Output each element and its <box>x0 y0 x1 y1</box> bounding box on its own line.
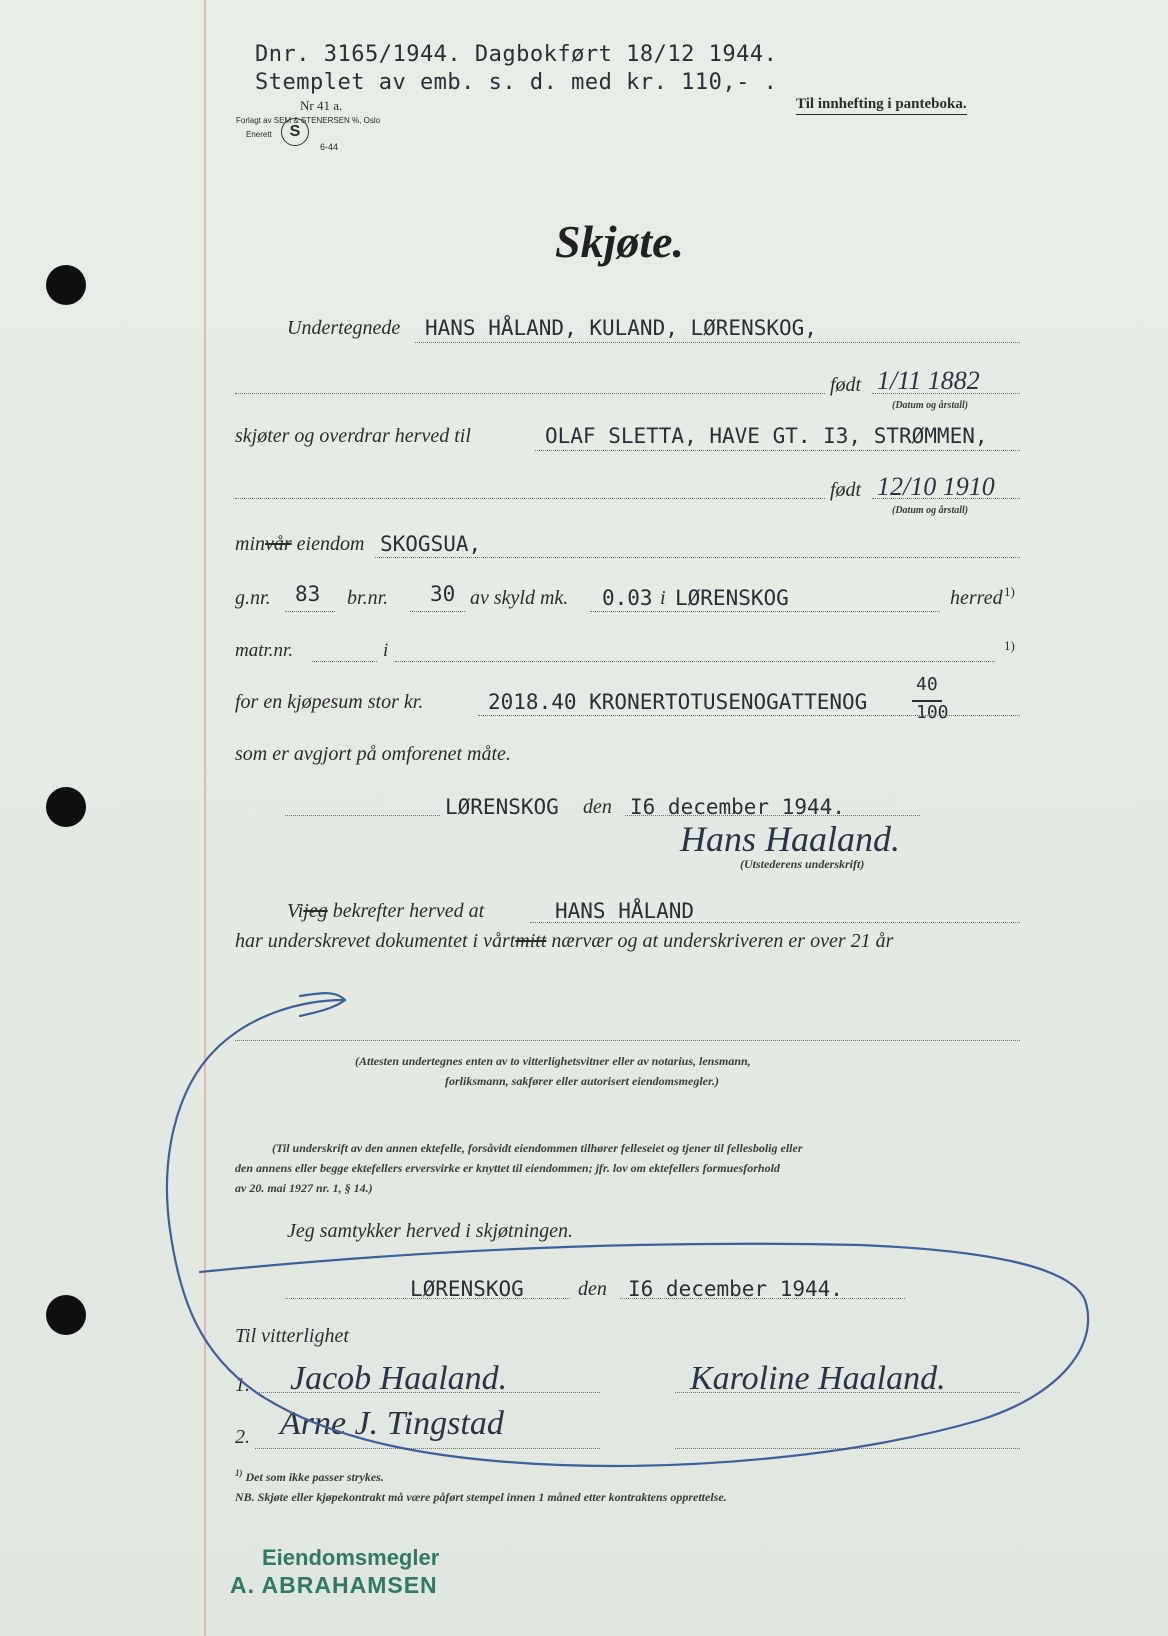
form-number: Nr 41 a. <box>300 98 343 113</box>
price-label: for en kjøpesum stor kr. <box>235 691 424 713</box>
matr-i-label: i <box>383 640 389 661</box>
footnote-1-mark: 1) <box>235 1468 243 1478</box>
registry-line-2: Stemplet av emb. s. d. med kr. 110,- . <box>255 70 778 95</box>
skyld-value: 0.03 <box>602 586 653 610</box>
skyld-label: av skyld mk. <box>470 587 569 609</box>
label-min: min <box>235 533 265 555</box>
publisher-city: %, Oslo <box>352 116 381 125</box>
attest-vi: Vi <box>287 900 304 922</box>
herred-label: herred <box>950 587 1003 609</box>
footnote-nb: NB. Skjøte eller kjøpekontrakt må være påført stempel innen 1 måned etter kontraktens opprettelse. <box>235 1490 727 1504</box>
grantor-born-label: født <box>830 374 862 396</box>
spouse-date: I6 december 1944. <box>628 1277 843 1301</box>
attest-note-2: forliksmann, sakfører eller autorisert eiendomsmegler.) <box>445 1074 720 1088</box>
grantor-signature: Hans Haaland. <box>680 819 901 859</box>
label-eiendom: eiendom <box>296 533 365 555</box>
brnr-label: br.nr. <box>347 587 389 609</box>
attest-confirms: bekrefter herved at <box>332 900 485 922</box>
witness-label: Til vitterlighet <box>235 1325 349 1347</box>
spouse-den: den <box>578 1278 607 1300</box>
transfer-label: skjøter og overdrar herved til <box>235 425 471 447</box>
document-title: Skjøte. <box>555 216 685 267</box>
skyld-i-label: i <box>660 587 666 609</box>
spouse-note-3: av 20. mai 1927 nr. 1, § 14.) <box>235 1181 373 1195</box>
transferee-born-hint: (Datum og årstall) <box>892 505 969 516</box>
signing-den: den <box>583 796 612 818</box>
signature-hint: (Utstederens underskrift) <box>740 857 865 871</box>
publisher-name: Forlagt av SEM & STENERSEN <box>236 116 353 125</box>
transferee-born-label: født <box>830 479 862 501</box>
ink-bracket-loop <box>167 1000 1088 1466</box>
attest-jeg-struck: jeg <box>303 900 328 922</box>
brnr-value: 30 <box>430 582 456 606</box>
price-amount: 2018.40 KRONERTOTUSENOGATTENOG <box>488 690 868 714</box>
matr-label: matr.nr. <box>235 640 294 661</box>
label-var-struck: vår <box>265 533 292 555</box>
grantor-born-value: 1/11 1882 <box>877 366 980 395</box>
price-fraction-den: 100 <box>916 702 949 723</box>
attest-note-1: (Attesten undertegnes enten av to vitterlighetsvitner eller av notarius, lensmann, <box>355 1054 751 1068</box>
gnr-label: g.nr. <box>235 587 271 609</box>
stamp-line-2: A. ABRAHAMSEN <box>230 1572 438 1598</box>
property-name: SKOGSUA, <box>380 532 482 556</box>
publisher-logo: S <box>281 118 309 146</box>
matr-footnote-mark: 1) <box>1004 638 1015 653</box>
spouse-note-1: (Til underskrift av den annen ektefelle, forsåvidt eiendommen tilhører felleseiet og tjener til fellesbolig eller <box>272 1141 803 1155</box>
stamp-line-1: Eiendomsmegler <box>262 1545 440 1570</box>
registry-line-1: Dnr. 3165/1944. Dagbokført 18/12 1944. <box>255 42 778 67</box>
witness-1-signature: Jacob Haaland. <box>290 1360 508 1397</box>
price-settled: som er avgjort på omforenet måte. <box>235 743 511 765</box>
witness-1-number: 1. <box>235 1374 250 1396</box>
footnote-1-text: Det som ikke passer strykes. <box>245 1470 384 1484</box>
attest-line-2a: har underskrevet dokumentet i vårt <box>235 930 516 952</box>
witness-2-signature: Arne J. Tingstad <box>280 1405 504 1442</box>
grantor-label: Undertegnede <box>287 317 401 339</box>
binding-note: Til innhefting i panteboka. <box>796 96 967 115</box>
spouse-note-2: den annens eller begge ektefellers erversvirke er knyttet til eiendommen; jfr. lov om ektefellers formuesforhold <box>235 1161 780 1175</box>
gnr-value: 83 <box>295 582 321 606</box>
transferee-value: OLAF SLETTA, HAVE GT. I3, STRØMMEN, <box>545 424 988 448</box>
spouse-place: LØRENSKOG <box>410 1277 524 1301</box>
grantor-value: HANS HÅLAND, KULAND, LØRENSKOG, <box>425 316 817 340</box>
attest-mitt-struck: mitt <box>515 930 547 952</box>
witness-2-number: 2. <box>235 1426 250 1448</box>
publisher-date: 6-44 <box>320 142 339 152</box>
price-fraction-num: 40 <box>916 674 938 695</box>
signing-place: LØRENSKOG <box>445 795 559 819</box>
grantor-born-hint: (Datum og årstall) <box>892 400 969 411</box>
publisher-rights: Enerett <box>246 130 272 139</box>
spouse-signature: Karoline Haaland. <box>690 1360 946 1397</box>
attest-name: HANS HÅLAND <box>555 899 695 923</box>
signing-date: I6 december 1944. <box>630 795 845 819</box>
herred-value: LØRENSKOG <box>675 586 789 610</box>
attest-line-2b: nærvær og at underskriveren er over 21 år <box>551 930 894 952</box>
transferee-born-value: 12/10 1910 <box>877 472 995 501</box>
spouse-consent: Jeg samtykker herved i skjøtningen. <box>287 1220 574 1242</box>
herred-footnote-mark: 1) <box>1004 584 1015 599</box>
